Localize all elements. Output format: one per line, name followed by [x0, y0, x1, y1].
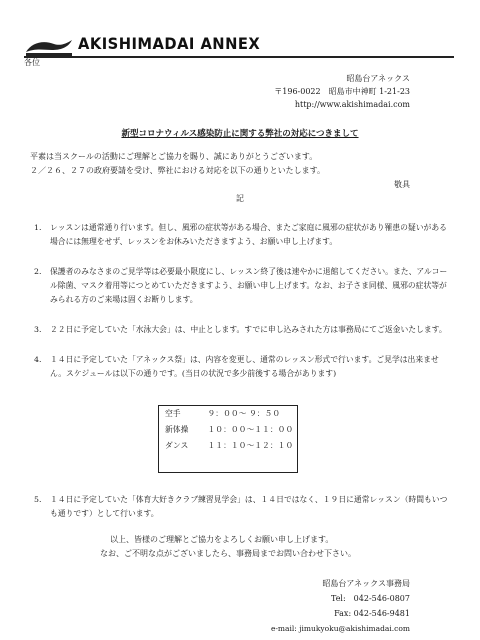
schedule-class: 空手 [165, 409, 181, 418]
brand-name: AKISHIMADAI ANNEX [78, 34, 261, 53]
item-number: 3. [34, 325, 42, 334]
list-item [34, 323, 464, 337]
item-number: 2. [34, 267, 42, 276]
closing-line-1: 以上、皆様のご理解とご協力をよろしくお願い申し上げます。 [110, 535, 334, 544]
item-number: 5. [34, 495, 42, 504]
footer-email[interactable]: e-mail: jimukyoku@akishimadai.com [270, 624, 410, 633]
document-title: 新型コロナウィルス感染防止に関する弊社の対応につきまして [121, 129, 359, 139]
item-text: １４日に予定していた「体育大好きクラブ練習見学会」は、１４日ではなく、１９日に通常レッスン（時間もいつも通りです）として行います。 [50, 495, 448, 518]
sender-url[interactable]: http://www.akishimadai.com [294, 100, 410, 109]
schedule-time: １０：００～１１：００ [207, 425, 294, 434]
intro-line-1: 平素は当スクールの活動にご理解とご協力を賜り、誠にありがとうございます。 [30, 152, 318, 161]
list-item [34, 353, 464, 381]
schedule-time: １１：１０～１２：１０ [207, 441, 294, 450]
addressee: 各位 [24, 58, 40, 67]
item-number: 4. [34, 355, 42, 364]
list-item [34, 493, 464, 521]
sender-org: 昭島台アネックス [346, 74, 410, 83]
schedule-time: ９：００～ ９：５０ [207, 409, 281, 418]
schedule-row [159, 406, 297, 422]
footer-office: 昭島台アネックス事務局 [322, 579, 410, 588]
keigu: 敬具 [394, 180, 410, 189]
item-text: 保護者のみなさまのご見学等は必要最小限度にし、レッスン終了後は速やかに退館してください。また、アルコール除菌、マスク着用等につとめていただきますよう、お願い申し上げます。なお、お子さま同様、風邪の症状等がみられる方のご来場は固くお断りします。 [50, 267, 448, 304]
schedule-row [159, 438, 297, 454]
schedule-class: 新体操 [165, 425, 189, 434]
item-text: １４日に予定していた「アネックス祭」は、内容を変更し、通常のレッスン形式で行います。ご見学は出来ません。スケジュールは以下の通りです。(当日の状況で多少前後する場合があります) [50, 355, 439, 378]
akishimadai-logo-icon [24, 38, 74, 58]
item-text: ２２日に予定していた「水泳大会」は、中止とします。すでに申し込みされた方は事務局にてご返金いたします。 [50, 325, 447, 334]
closing-line-2: なお、ご不明な点がございましたら、事務局までお問い合わせ下さい。 [100, 549, 356, 558]
item-number: 1. [34, 223, 42, 232]
footer-fax: Fax: 042-546-9481 [334, 609, 410, 618]
schedule-table [158, 405, 298, 473]
sender-address: 〒196-0022 昭島市中神町 1-21-23 [274, 87, 410, 96]
schedule-class: ダンス [165, 441, 189, 450]
header-rule [24, 56, 454, 58]
intro-line-2: ２／２６、２７の政府要請を受け、弊社における対応を以下の通りといたします。 [30, 166, 326, 175]
list-item [34, 221, 464, 249]
footer-tel: Tel: 042-546-0807 [330, 594, 410, 603]
ki-heading: 記 [236, 194, 244, 203]
schedule-row [159, 422, 297, 438]
list-item [34, 265, 464, 307]
item-text: レッスンは通常通り行います。但し、風邪の症状等がある場合、またご家庭に風邪の症状があり罹患の疑いがある場合には無理をせず、レッスンをお休みいただきますよう、お願い申し上げます。 [50, 223, 447, 246]
